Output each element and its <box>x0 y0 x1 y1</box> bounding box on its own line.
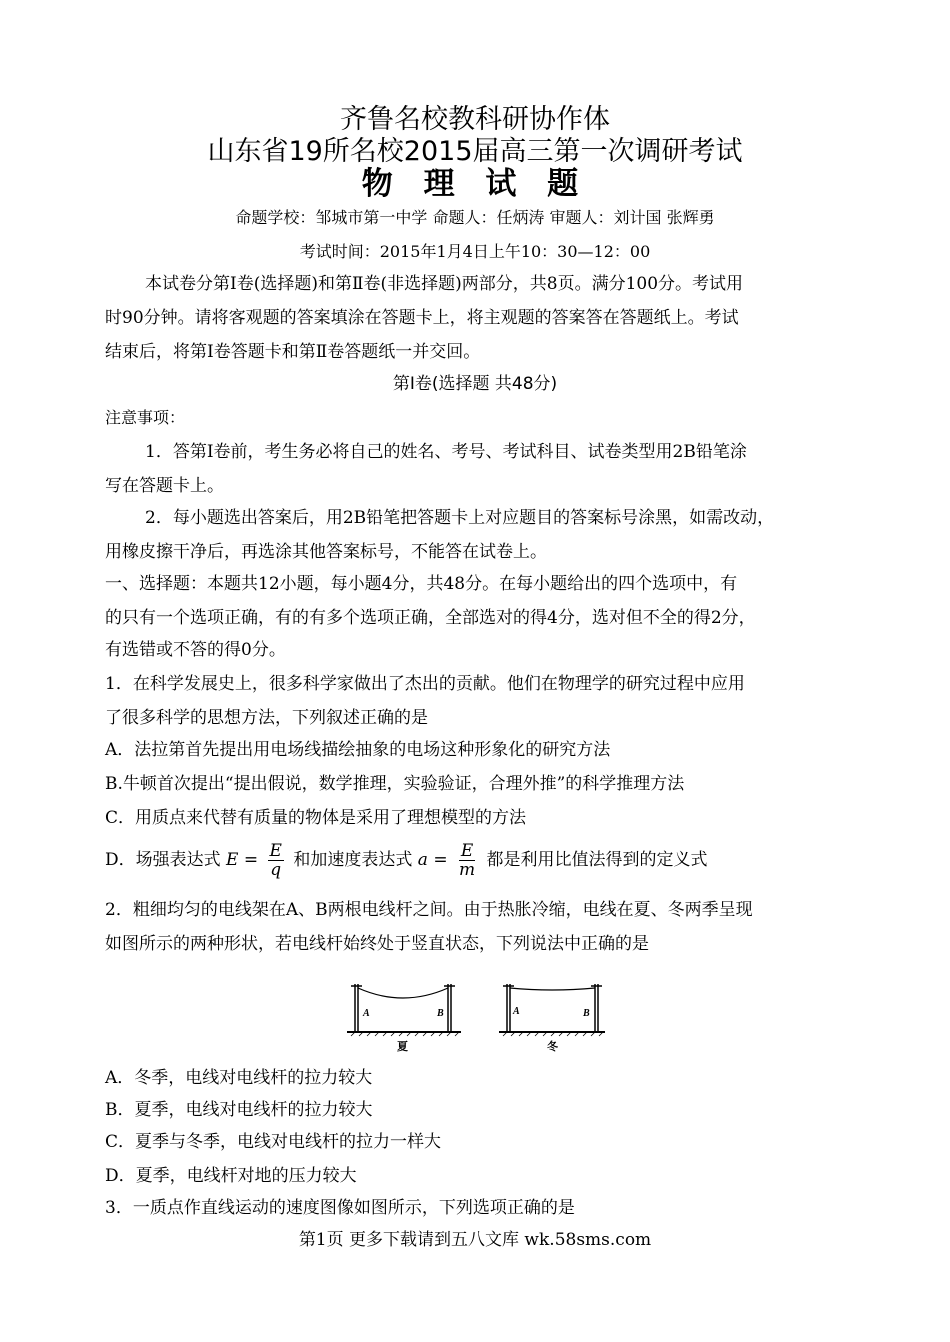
notice-item-2-cont: 用橡皮擦干净后，再选涂其他答案标号，不能答在试卷上。 <box>105 542 547 562</box>
notice-item-2: 2．每小题选出答案后，用2B铅笔把答题卡上对应题目的答案标号涂黑，如需改动， <box>145 508 775 528</box>
summer-label-b: B <box>437 1008 444 1019</box>
fraction-denominator: q <box>270 860 282 880</box>
header-title-1: 齐鲁名校教科研协作体 <box>340 104 610 135</box>
winter-diagram <box>499 984 605 1053</box>
q1-d-var-e: E <box>226 850 239 870</box>
notice-title: 注意事项： <box>105 408 186 427</box>
power-line-figure <box>345 976 607 1058</box>
q1-d-var-a: a <box>417 850 428 870</box>
q1-d-suffix: 都是利用比值法得到的定义式 <box>486 850 708 870</box>
summer-diagram <box>347 984 461 1053</box>
part1-intro-1: 一、选择题：本题共12小题，每小题4分，共48分。在每小题给出的四个选项中，有 <box>105 574 738 594</box>
winter-label-b: B <box>583 1008 590 1019</box>
intro-line-1: 本试卷分第I卷(选择题)和第Ⅱ卷(非选择题)两部分，共8页。满分100分。考试用 <box>145 274 744 294</box>
winter-label-a: A <box>513 1006 520 1017</box>
q1-d-prefix: D．场强表达式 <box>105 850 221 870</box>
page-footer: 第1页 更多下载请到五八文库 wk.58sms.com <box>298 1230 652 1250</box>
q1-option-c: C．用质点来代替有质量的物体是采用了理想模型的方法 <box>105 808 527 828</box>
notice-item-1: 1．答第I卷前，考生务必将自己的姓名、考号、考试科目、试卷类型用2B铅笔涂 <box>145 442 747 462</box>
q2-stem-1: 2．粗细均匀的电线架在A、B两根电线杆之间。由于热胀冷缩，电线在夏、冬两季呈现 <box>105 900 753 920</box>
q3-stem: 3．一质点作直线运动的速度图像如图所示，下列选项正确的是 <box>105 1198 575 1218</box>
subject-title: 物 理 试 题 <box>361 166 589 202</box>
authors-line: 命题学校：邹城市第一中学 命题人：任炳涛 审题人：刘计国 张辉勇 <box>235 208 715 227</box>
q2-option-c: C．夏季与冬季，电线对电线杆的拉力一样大 <box>105 1132 442 1152</box>
q1-d-equals-1: = <box>243 850 259 870</box>
winter-caption: 冬 <box>547 1040 558 1053</box>
q1-stem-2: 了很多科学的思想方法，下列叙述正确的是 <box>105 708 428 728</box>
fraction-e-over-q <box>268 842 284 879</box>
exam-time: 考试时间：2015年1月4日上午10：30—12：00 <box>299 242 651 261</box>
fraction-denominator: m <box>458 860 476 880</box>
summer-caption: 夏 <box>397 1040 408 1053</box>
q2-option-d: D．夏季，电线杆对地的压力较大 <box>105 1166 357 1186</box>
q1-d-middle: 和加速度表达式 <box>293 850 413 870</box>
summer-label-a: A <box>363 1008 370 1019</box>
q1-option-a: A．法拉第首先提出用电场线描绘抽象的电场这种形象化的研究方法 <box>105 740 611 760</box>
q1-option-d <box>105 832 708 888</box>
notice-item-1-cont: 写在答题卡上。 <box>105 476 224 496</box>
intro-line-3: 结束后，将第I卷答题卡和第Ⅱ卷答题纸一并交回。 <box>105 342 481 362</box>
intro-line-2: 时90分钟。请将客观题的答案填涂在答题卡上，将主观题的答案答在答题纸上。考试 <box>105 308 739 328</box>
fraction-numerator: E <box>269 841 282 861</box>
q2-stem-2: 如图所示的两种形状，若电线杆始终处于竖直状态，下列说法中正确的是 <box>105 934 649 954</box>
part1-intro-3: 有选错或不答的得0分。 <box>105 640 286 660</box>
header-title-2: 山东省19所名校2015届高三第一次调研考试 <box>207 136 743 167</box>
section-title: 第Ⅰ卷(选择题 共48分) <box>392 374 558 394</box>
q1-d-equals-2: = <box>433 850 448 870</box>
winter-wire <box>510 988 595 990</box>
q2-option-a: A．冬季，电线对电线杆的拉力较大 <box>105 1068 373 1088</box>
q1-option-b: B.牛顿首次提出“提出假说，数学推理，实验验证，合理外推”的科学推理方法 <box>105 774 685 794</box>
q2-option-b: B．夏季，电线对电线杆的拉力较大 <box>105 1100 373 1120</box>
summer-wire <box>358 988 448 998</box>
q1-stem-1: 1．在科学发展史上，很多科学家做出了杰出的贡献。他们在物理学的研究过程中应用 <box>105 674 745 694</box>
fraction-numerator: E <box>460 841 474 861</box>
part1-intro-2: 的只有一个选项正确，有的有多个选项正确，全部选对的得4分，选对但不全的得2分， <box>105 608 756 628</box>
fraction-e-over-m <box>457 842 477 879</box>
